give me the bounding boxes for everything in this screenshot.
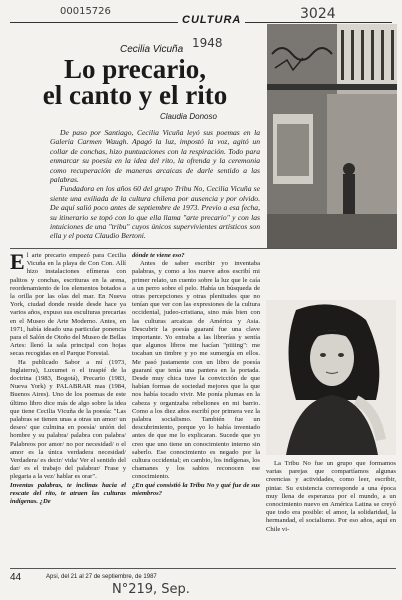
article-column-3: [266, 460, 396, 534]
interview-question: dónde te viene eso?: [132, 252, 185, 259]
headline-line-1: Lo precario,: [64, 54, 206, 84]
paragraph: Antes de saber escribir yo inventaba palabras, y como a los nueve años escribí mi primer relato, un cuento sobre la luz que le caía a un perro sobre el pelo. Había un búsqueda de otras percepciones y otras plenitudes que no tenían que ver con las expresiones de la cultura occidental, judeo-cristiana, sino más bien con las culturas arcaicas de América y Asia. Descubrir la poesía guaraní fue una clave importante. Yo entraba a las librerías y sentía que algunos libros me hacían "piiiing": me tocaban un timbre y yo me sumergía en ellos. Me pasó justamente con un libro de poesía guaraní que tenía una pantera en la portada. Desde muy chica tuve la convicción de que habían formas de sociedad mejores que la que nos había tocado vivir. Me ponía plumas en la cabeza y organizaba rebeliones en mi barrio. Como a los diez años escribí por primera vez la palabra socialismo. También fue un descubrimiento, porque yo lo había inventado antes de que me lo explicaran. Sucede que yo creo que uno tiene un conocimiento interno sin saberlo. Ese conocimiento es negado por la cultura occidental; en cambio, los indígenas, los chamanes y los sabios reconocen ese conocimiento.: [132, 260, 260, 481]
intro-paragraph: De paso por Santiago, Cecilia Vicuña leyó sus poemas en la Galería Carmen Waugh. Apagó la luz, impostó la voz, agitó un collar de conchas, hizo puntuaciones con la respiración. Todo para enmarcar su poesía en la idea del rito, la ofrenda y la ceremonia como recuperación de maneras arcaicas de darle sentido a las palabras.: [50, 128, 260, 185]
archive-code: 00015726: [60, 6, 111, 17]
article-column-1: [10, 249, 126, 506]
portrait-photo: [266, 300, 396, 455]
interview-question: ¿En qué consistió la Tribu No y qué fue de sus miembros?: [132, 481, 260, 497]
drop-cap: E: [10, 249, 25, 274]
archive-year: 1948: [192, 36, 223, 50]
headline-line-2: el canto y el rito: [42, 80, 228, 110]
archive-note: N°219, Sep.: [112, 582, 190, 597]
paragraph: l arte precario empezó para Cecilia Vicuña en la playa de Con Con. Allí hizo instalaciones efímeras con palitos y conchas, escrituras en la arena, reordenamiento de los elementos botados a la orilla por las olas del mar. En Nueva York, ciudad donde reside desde hace ya varios años, expuso sus esculturas precarias en el Museo de Arte Moderno. Antes, en 1971, había ideado una particular ponencia para el Salón de Otoño del Museo de Bellas Artes: llenó la sala principal con hojas secas recogidas en el Parque Forestal.: [10, 252, 126, 358]
page-number: 44: [10, 572, 22, 583]
paragraph: La Tribu No fue un grupo que formamos varias parejas que compartíamos algunas creencias y actividades, como leer, escribir, pintar. Su existencia corresponde a una época muy llena de esperanza por el mundo, a un conocimiento nuevo en América Latina se creyó que todo era posible: el amor, la solidaridad, la hermandad, el socialismo. Por eso años, aquí en Chile vi-: [266, 460, 396, 533]
archive-number: 3024: [300, 6, 336, 22]
column-rule: [10, 248, 396, 249]
intro-lede: [50, 128, 260, 241]
headline: [10, 56, 260, 108]
interview-question: Inventas palabras, te inclinas hacia el rescate del rito, te atraen las culturas indígenas. ¿De: [10, 481, 126, 506]
article-column-2: [132, 252, 260, 498]
intro-paragraph: Fundadora en los años 60 del grupo Tribu No, Cecilia Vicuña se siente una exiliada de la cultura chilena por ausencia y por olvido. De aquí salió poco antes de septiembre de 1973. Previo a esa fecha, su itinerario se topó con lo que ella llama "arte precario" y con las intuiciones de una "tribu" cuyos únicos supervivientes artísticos son ella y el poeta Claudio Bertoni.: [50, 184, 260, 241]
footer-rule: [10, 568, 396, 569]
dateline: Apsi, del 21 al 27 de septiembre, de 1987: [46, 574, 157, 580]
paragraph: Ha publicado Sabor a mí (1973, Inglaterra), Luxumei o el traspié de la doctrina (1983, Bogotá), Precario (1983, Nueva York) y PALABRAR mas (1984, Buenos Aires). Uno de los poemas de este último libro dice más de algo sobre la idea que tiene Cecilia Vicuña de la poesía: "Las palabras se tienen unas a otras un amor/ un deseo/ que culmina en poesía/ unión del hombre y su palabra/ palabra con palabra/ Palabreos por amor/ no por necesidad/ o el amor es la única verdadera necesidad/ Verdadera/ es decir/ vida/ Ver el sentido del dar/ es el trabajo del palabrar/ Frase y plegaria a la vez/ hablar es orar".: [10, 358, 126, 481]
byline: Cecilia Vicuña: [120, 44, 184, 55]
street-photo: [267, 24, 397, 249]
author-credit: Claudia Donoso: [160, 112, 217, 121]
section-label: CULTURA: [178, 14, 245, 26]
